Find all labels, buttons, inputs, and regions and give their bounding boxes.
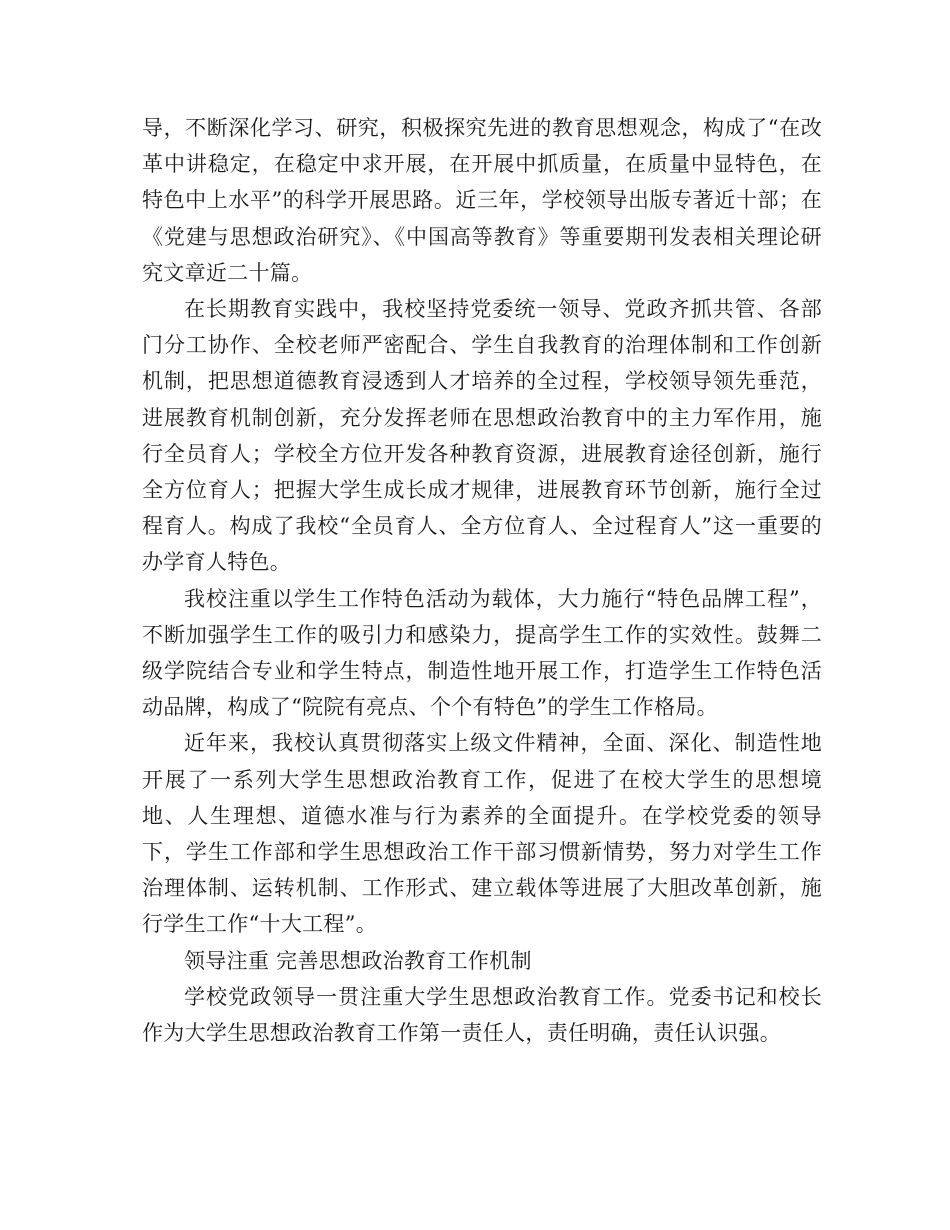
paragraph-continued: 导，不断深化学习、研究，积极探究先进的教育思想观念，构成了“在改革中讲稳定，在稳定中求开展，在开展中抓质量，在质量中显特色，在特色中上水平”的科学开展思路。近三年，学校领导出版专著近十部；在《党建与思想政治研究》、《中国高等教育》等重要期刊发表相关理论研究文章近二十篇。 xyxy=(142,116,822,285)
paragraph-leadership: 学校党政领导一贯注重大学生思想政治教育工作。党委书记和校长作为大学生思想政治教育工作第一责任人，责任明确，责任认识强。 xyxy=(142,984,822,1046)
document-body xyxy=(142,110,822,1051)
paragraph-recent-years: 近年来，我校认真贯彻落实上级文件精神，全面、深化、制造性地开展了一系列大学生思想政治教育工作，促进了在校大学生的思想境地、人生理想、道德水准与行为素养的全面提升。在学校党委的领导下，学生工作部和学生思想政治工作干部习惯新情势，努力对学生工作治理体制、运转机制、工作形式、建立载体等进展了大胆改革创新，施行学生工作“十大工程”。 xyxy=(142,731,822,937)
section-heading: 领导注重 完善思想政治教育工作机制 xyxy=(184,948,532,973)
paragraph-student-work-brand: 我校注重以学生工作特色活动为载体，大力施行“特色品牌工程”，不断加强学生工作的吸引力和感染力，提高学生工作的实效性。鼓舞二级学院结合专业和学生特点，制造性地开展工作，打造学生工作特色活动品牌，构成了“院院有亮点、个个有特色”的学生工作格局。 xyxy=(142,586,822,720)
paragraph-education-practice: 在长期教育实践中，我校坚持党委统一领导、党政齐抓共管、各部门分工协作、全校老师严密配合、学生自我教育的治理体制和工作创新机制，把思想道德教育浸透到人才培养的全过程，学校领导领先垂范，进展教育机制创新，充分发挥老师在思想政治教育中的主力军作用，施行全员育人；学校全方位开发各种教育资源，进展教育途径创新，施行全方位育人；把握大学生成长成才规律，进展教育环节创新，施行全过程育人。构成了我校“全员育人、全方位育人、全过程育人”这一重要的办学育人特色。 xyxy=(142,297,822,575)
